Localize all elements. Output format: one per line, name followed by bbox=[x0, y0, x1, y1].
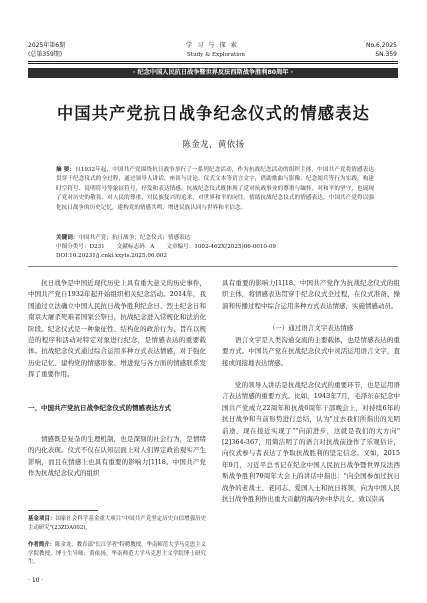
keywords-label: 关键词： bbox=[56, 235, 79, 241]
document-code: 文献标志码：A bbox=[116, 244, 155, 250]
paragraph-text: 语言文字是人类沟通交流的主要载体，也是情感表达的重要方式。中国共产党在抗战纪念仪式中灵活运用语言文字，直接或间接地表达情感。 bbox=[222, 336, 400, 367]
footnote-authors bbox=[28, 541, 206, 567]
article-title: 中国共产党抗日战争纪念仪式的情感表达 bbox=[57, 104, 370, 123]
keywords bbox=[56, 234, 374, 243]
body-paragraph bbox=[28, 434, 206, 500]
journal-title: 学 习 与 探 索 bbox=[186, 42, 239, 49]
header-rule bbox=[28, 61, 398, 62]
footnote-rule bbox=[28, 510, 98, 511]
article-authors: 陈金龙，黄依扬 bbox=[182, 139, 245, 149]
footnote-text: 陈金龙，教育部"长江学者"特聘教授，华南师范大学马克思主义学院教授，博士生导师；黄依扬，华南师范大学马克思主义学院博士研究生。 bbox=[28, 542, 206, 566]
abstract bbox=[56, 166, 374, 232]
footnote-label: 基金项目： bbox=[28, 516, 56, 522]
paragraph-text: 具有重要的影响力[1]18。中国共产党作为抗战纪念仪式的组织主体，将情感表达贯穿于纪念仪式全过程，在仪式准备、操演和传播过程中综合运用多种方式表达情感，实施情感动员。 bbox=[222, 279, 400, 310]
column-banner: · 纪念中国人民抗日战争暨世界反法西斯战争胜利80周年 · bbox=[28, 68, 398, 78]
section-heading: 一、中国共产党抗日战争纪念仪式的情感表达方式 bbox=[28, 404, 171, 412]
journal-title-en: Study & Exploration bbox=[187, 52, 245, 58]
abstract-text: 自1932年起，中国共产党围绕抗日战争举行了一系列纪念活动，作为抗战纪念活动的组织主体，中国共产党将情感表达贯穿于纪念仪式的全过程，通过领导人讲话、座谈与讨论、仪式文本等语言文字，借助歌曲与影像、纪念阅兵等行为实践，构建时空符号、说明符号等象征符号，抒发和表达情感。抗战纪念仪式既体现了党对抗战事业的尊重与缅怀、对和平的坚守，也展现了党对历史的敬畏、对人民的尊重、对民族复兴的追求，对世界和平的向往。情绪抗战纪念仪式的情感表达，中国共产党得以强化抗日战争的历史记忆，建构党的情感共鸣，增进民族认同与世界和平信念。 bbox=[56, 167, 374, 211]
footnote-funding bbox=[28, 515, 206, 532]
paragraph-text: 抗日战争是中国近现代历史上具有重大意义的历史事件，中国共产党自1932年起开始组织相关纪念活动。2014年，我国通过立法确立中国人民抗日战争胜利纪念日、烈士纪念日和南京大屠杀死难者国家公祭日，抗战纪念进入常规化和法治化阶段。纪念仪式是一种象征性、结构化的政治行为，旨在以规范的程序和活动对特定对象进行纪念，是情感表达的重要载体。抗战纪念仪式通过综合运用多种方式表达情感，对于强化历史记忆、建构党的情感形象、增进党与各方面的情感联系发挥了重要作用。 bbox=[28, 279, 206, 379]
issue-number: No.6,2025 bbox=[366, 42, 397, 49]
body-paragraph bbox=[28, 278, 206, 403]
keywords-text: 中国共产党；抗日战争；纪念仪式；情感表达 bbox=[78, 235, 191, 241]
abstract-rule bbox=[28, 266, 398, 267]
paragraph-text: 情感既是复杂的生理机制，也是深刻的社会行为，是情绪的内化表现。仪式不仅在认知层面上对人们界定政治观实产生影响，而且在情感上也具有重要的影响力[1]18。中国共产党作为抗战纪念仪式的组织 bbox=[28, 435, 206, 478]
doi: DOI:10.20231/j.cnki.xxyts.2025.06.002 bbox=[56, 253, 167, 259]
page-number: · 10 · bbox=[28, 577, 44, 584]
paragraph-text: 党的领导人讲话是抗战纪念仪式的重要环节，也是运用语言表达情感的重要方式。比如，1943年7月，毛泽东在纪念中国共产党成立22周年和抗战6周年干部晚会上，对持续6年的抗日战争和当前形势进行总结，认为"过去我们所指出的光明前途，现在接近实现了""向前进步，这就是我们的大方向"[2]364-367，用简洁明了的语言对抗战前途作了乐观估计，向仪式参与者表达了争取抗战胜利的坚定信念。又如，2015年9月，习近平总书记在纪念中国人民抗日战争暨世界反法西斯战争胜利70周年大会上的讲话中指出："向全国参加过抗日战争的老战士、老同志、爱国人士和抗日将领，向为中国人民抗日战争胜利作出重大贡献的海内外中华儿女，致以崇高 bbox=[222, 381, 400, 504]
footnote-label: 作者简介： bbox=[28, 542, 56, 548]
footnote-text: 国家社会科学基金重大项目"中国共产党坚定历史自信增强历史主动研究"(23ZDA002)。 bbox=[28, 516, 206, 531]
abstract-label: 摘 要： bbox=[56, 167, 76, 173]
body-paragraph bbox=[222, 380, 400, 565]
serial-number: SN.359 bbox=[375, 51, 397, 58]
header-rule-thin bbox=[28, 63, 398, 64]
issue-total: (总第359期) bbox=[28, 51, 63, 58]
classification bbox=[56, 243, 374, 252]
issue-label: 2025年第6期 bbox=[28, 42, 66, 49]
body-paragraph bbox=[222, 335, 400, 381]
article-number: 文章编号：1002-462X(2025)06-0010-09 bbox=[166, 244, 276, 250]
body-paragraph bbox=[222, 278, 400, 324]
clc-number: 中图分类号：D231 bbox=[56, 244, 105, 250]
subsection-heading: （一）通过语言文字表达情感 bbox=[268, 324, 354, 332]
